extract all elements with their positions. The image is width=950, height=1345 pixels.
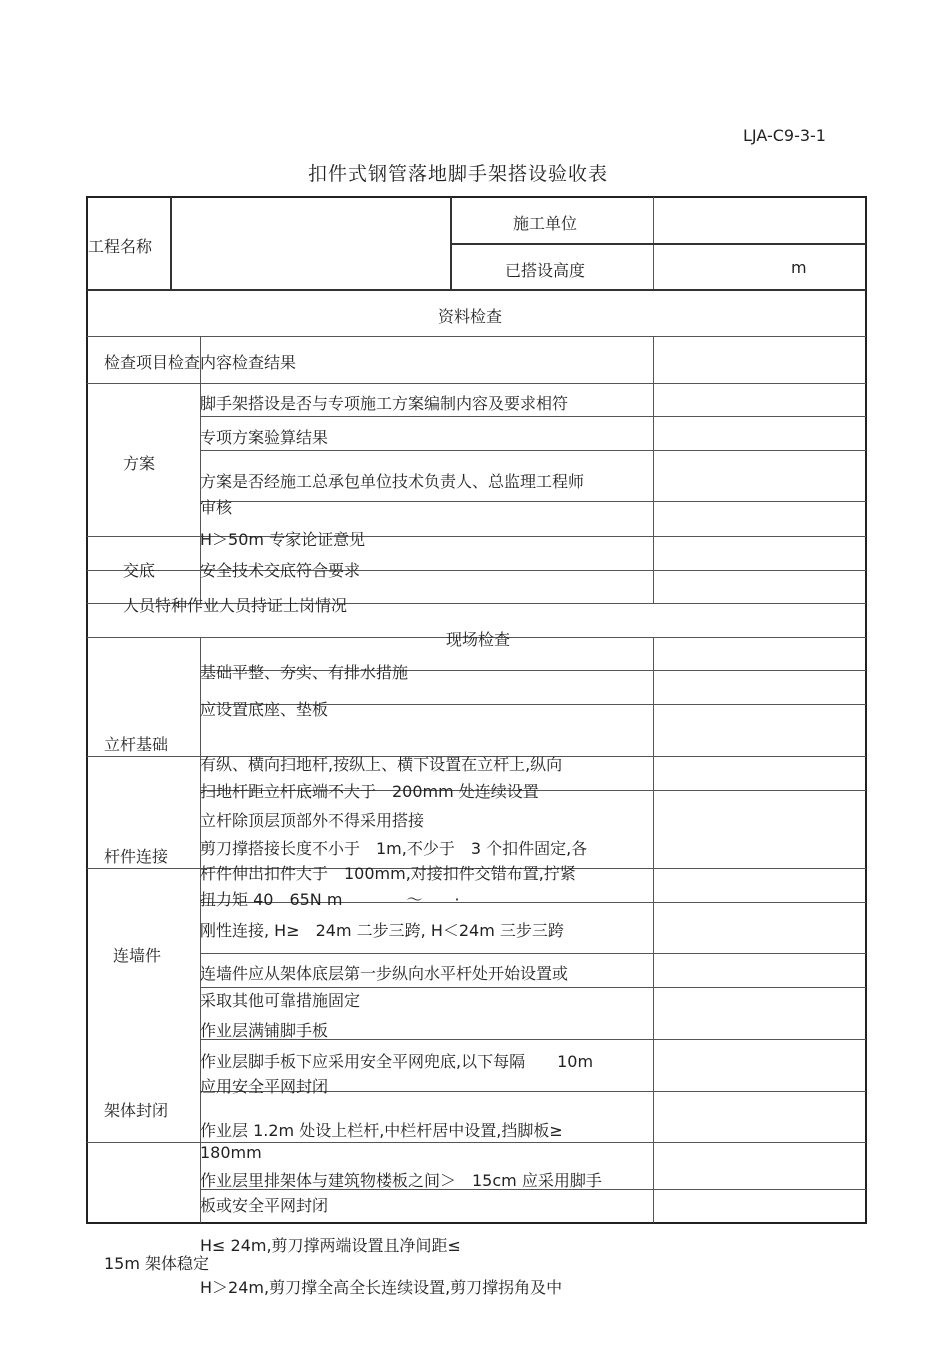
member-connection-category: 杆件连接 — [104, 847, 169, 866]
row-line — [87, 383, 866, 384]
closure-item: 180mm — [200, 1143, 262, 1162]
closure-item: 作业层里排架体与建筑物楼板之间＞ 15cm 应采用脚手 — [200, 1171, 602, 1190]
plan-item: 审核 — [200, 498, 233, 517]
closure-item: 作业层 1.2m 处设上栏杆,中栏杆居中设置,挡脚板≥ — [200, 1121, 563, 1140]
divider — [653, 337, 654, 603]
row-line — [451, 243, 866, 245]
document-check-heading: 资料检查 — [438, 307, 503, 326]
plan-item: 专项方案验算结果 — [200, 428, 329, 447]
personnel-item: 人员特种作业人员持证上岗情况 — [123, 596, 348, 615]
site-check-heading: 现场检查 — [446, 630, 511, 649]
closure-item: 应用安全平网封闭 — [200, 1077, 329, 1096]
plan-item: H＞50m 专家论证意见 — [200, 530, 366, 549]
stability-category: 15m 架体稳定 — [104, 1254, 210, 1273]
page-title: 扣件式钢管落地脚手架搭设验收表 — [308, 163, 609, 185]
member-connection-item: 剪刀撑搭接长度不小于 1m,不少于 3 个扣件固定,各 — [200, 839, 588, 858]
wall-tie-item: 采取其他可靠措施固定 — [200, 991, 361, 1010]
pole-foundation-item: 有纵、横向扫地杆,按纵上、横下设置在立杆上,纵向 — [200, 755, 563, 774]
closure-category: 架体封闭 — [104, 1101, 169, 1120]
pole-foundation-item: 应设置底座、垫板 — [200, 700, 329, 719]
pole-foundation-category: 立杆基础 — [104, 735, 169, 754]
stability-item: H≤ 24m,剪刀撑两端设置且净间距≤ — [200, 1236, 461, 1255]
row-line — [87, 289, 866, 291]
member-connection-item: 杆件伸出扣件大于 100mm,对接扣件交错布置,拧紧 — [200, 864, 576, 883]
member-connection-item: 扭力矩 40 65N m ～ · — [200, 890, 460, 909]
row-line — [200, 501, 866, 502]
project-name-label: 工程名称 — [88, 237, 153, 256]
divider — [170, 197, 172, 290]
stability-item: H＞24m,剪刀撑全高全长连续设置,剪刀撑拐角及中 — [200, 1278, 563, 1297]
wall-tie-category: 连墙件 — [113, 946, 162, 965]
briefing-item: 安全技术交底符合要求 — [200, 561, 361, 580]
divider — [653, 637, 654, 1223]
construction-unit-label: 施工单位 — [513, 214, 578, 233]
pole-foundation-item: 扫地杆距立杆底端不大于 200mm 处连续设置 — [200, 782, 539, 801]
row-line — [200, 953, 866, 954]
plan-item: 方案是否经施工总承包单位技术负责人、总监理工程师 — [200, 472, 585, 491]
wall-tie-item: 连墙件应从架体底层第一步纵向水平杆处开始设置或 — [200, 964, 569, 983]
wall-tie-item: 刚性连接, H≥ 24m 二步三跨, H＜24m 三步三跨 — [200, 921, 564, 940]
row-line — [200, 450, 866, 451]
plan-category: 方案 — [123, 454, 156, 473]
column-header: 检查项目检查内容检查结果 — [104, 353, 297, 372]
briefing-category: 交底 — [123, 561, 156, 580]
row-line — [87, 336, 866, 337]
member-connection-item: 立杆除顶层顶部外不得采用搭接 — [200, 811, 425, 830]
height-built-label: 已搭设高度 — [505, 261, 586, 280]
closure-item: 板或安全平网封闭 — [200, 1196, 329, 1215]
row-line — [200, 416, 866, 417]
plan-item: 脚手架搭设是否与专项施工方案编制内容及要求相符 — [200, 394, 569, 413]
document-code: LJA-C9-3-1 — [743, 126, 826, 145]
height-unit: m — [791, 258, 807, 277]
closure-item: 作业层脚手板下应采用安全平网兜底,以下每隔 10m — [200, 1052, 594, 1071]
pole-foundation-item: 基础平整、夯实、有排水措施 — [200, 663, 409, 682]
closure-item: 作业层满铺脚手板 — [200, 1021, 329, 1040]
